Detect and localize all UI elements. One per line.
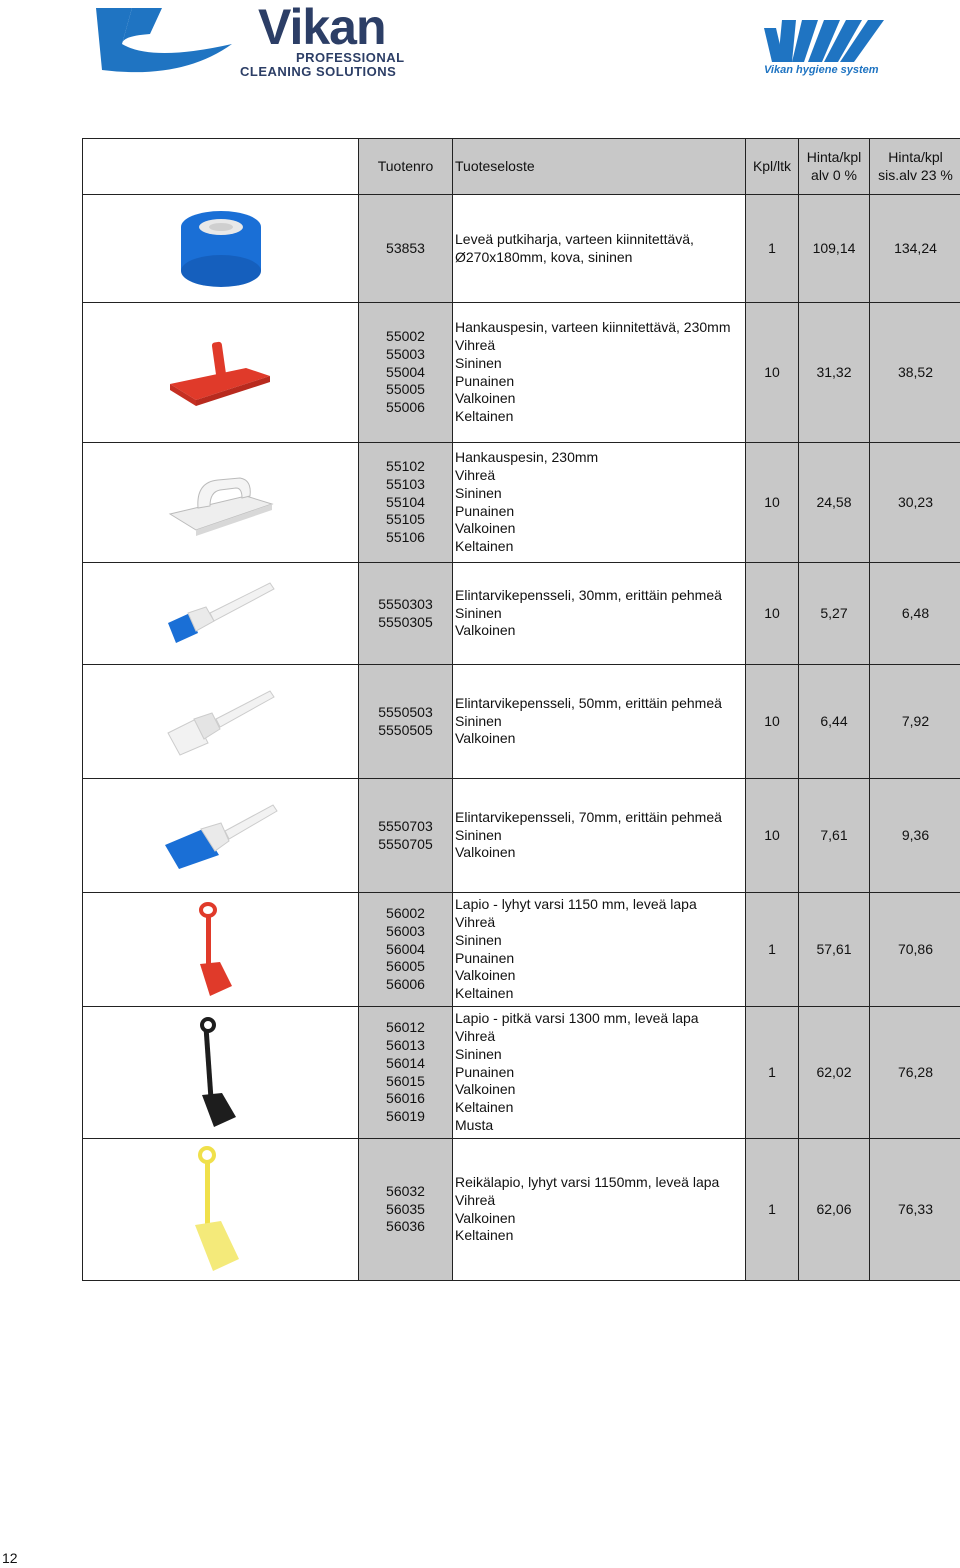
product-description-cell [453, 893, 746, 1007]
product-description: Elintarvikepensseli, 30mm, erittäin pehmeä [455, 586, 722, 603]
product-description: Leveä putkiharja, varteen kiinnitettävä, [455, 230, 694, 247]
product-color-option: Sininen [455, 604, 502, 621]
product-description-cell [453, 443, 746, 563]
product-description-cell [453, 779, 746, 893]
pack-quantity: 10 [746, 665, 799, 779]
product-color-option: Valkoinen [455, 844, 516, 861]
product-image-cell [83, 1139, 359, 1281]
product-color-option: Sininen [455, 931, 502, 948]
product-color-option: Keltainen [455, 1227, 514, 1244]
product-color-option: Sininen [455, 712, 502, 729]
price-inc-vat: 134,24 [870, 195, 960, 303]
price-inc-vat: 76,33 [870, 1139, 960, 1281]
table-row [83, 779, 960, 893]
product-number: 56013 [386, 1036, 425, 1053]
table-header-row [83, 139, 960, 195]
product-description-cell [453, 303, 746, 443]
price-ex-vat: 57,61 [799, 893, 870, 1007]
price-inc-vat: 6,48 [870, 563, 960, 665]
product-description-cell [453, 1007, 746, 1139]
price-inc-vat: 70,86 [870, 893, 960, 1007]
table-row [83, 893, 960, 1007]
product-number: 55004 [386, 363, 425, 380]
product-color-option: Vihreä [455, 466, 496, 483]
price-ex-vat: 24,58 [799, 443, 870, 563]
product-description-cell [453, 665, 746, 779]
page-number: 12 [2, 1550, 18, 1566]
product-number: 56004 [386, 940, 425, 957]
product-description: Elintarvikepensseli, 50mm, erittäin pehmeä [455, 694, 722, 711]
product-color-option: Valkoinen [455, 622, 516, 639]
product-number: 5550503 [378, 703, 433, 720]
product-color-option: Keltainen [455, 985, 514, 1002]
product-description: Hankauspesin, 230mm [455, 449, 599, 466]
pack-quantity: 1 [746, 1139, 799, 1281]
product-description-cell [453, 195, 746, 303]
header-product-no: Tuotenro [359, 139, 453, 195]
product-color-option: Vihreä [455, 1191, 496, 1208]
price-ex-vat: 7,61 [799, 779, 870, 893]
product-number: 55106 [386, 529, 425, 546]
product-color-option: Valkoinen [455, 730, 516, 747]
table-row [83, 1007, 960, 1139]
product-description: Lapio - lyhyt varsi 1150 mm, leveä lapa [455, 896, 697, 913]
product-image-cell [83, 893, 359, 1007]
price-ex-vat: 109,14 [799, 195, 870, 303]
product-number: 55102 [386, 458, 425, 474]
brand-name: Vikan [258, 0, 386, 55]
price-inc-vat: 9,36 [870, 779, 960, 893]
table-row [83, 195, 960, 303]
product-number-cell [359, 1007, 453, 1139]
product-number: 56002 [386, 905, 425, 921]
product-number-cell [359, 665, 453, 779]
table-row [83, 1139, 960, 1281]
pack-quantity: 1 [746, 893, 799, 1007]
pack-quantity: 10 [746, 303, 799, 443]
product-number: 55006 [386, 399, 425, 416]
product-number: 55104 [386, 493, 425, 510]
product-number-cell [359, 195, 453, 303]
price-ex-vat: 5,27 [799, 563, 870, 665]
product-color-option: Sininen [455, 1045, 502, 1062]
product-color-option: Punainen [455, 372, 515, 389]
product-number: 55103 [386, 475, 425, 492]
product-number: 56032 [386, 1182, 425, 1199]
product-color-option: Valkoinen [455, 520, 516, 537]
header-price-ex-vat: Hinta/kpl alv 0 % [799, 139, 870, 195]
scrub-pad-holder-with-socket-icon [83, 338, 358, 408]
price-inc-vat: 38,52 [870, 303, 960, 443]
product-number: 56015 [386, 1072, 425, 1089]
product-image-cell [83, 195, 359, 303]
pack-quantity: 10 [746, 563, 799, 665]
product-color-option: Vihreä [455, 336, 496, 353]
round-pipe-brush-icon [83, 207, 358, 291]
product-color-option: Sininen [455, 354, 502, 371]
product-description-cell [453, 563, 746, 665]
table-row [83, 303, 960, 443]
product-color-option: Valkoinen [455, 1081, 516, 1098]
product-color-option: Musta [455, 1116, 494, 1133]
brand-tagline-line2: CLEANING SOLUTIONS [240, 64, 397, 79]
product-image-cell [83, 303, 359, 443]
hygiene-system-stripes-icon [762, 18, 894, 64]
product-color-option: Sininen [455, 484, 502, 501]
product-color-option: Vihreä [455, 913, 496, 930]
product-number-cell [359, 563, 453, 665]
pack-quantity: 10 [746, 443, 799, 563]
product-color-option: Vihreä [455, 1028, 496, 1044]
product-color-option: Keltainen [455, 1099, 514, 1116]
header-image-cell [83, 139, 359, 195]
product-number: 56016 [386, 1090, 425, 1107]
product-number: 5550705 [378, 835, 433, 852]
long-shovel-icon [83, 1017, 358, 1129]
product-color-option: Valkoinen [455, 967, 516, 984]
product-number-cell [359, 443, 453, 563]
pastry-brush-50mm-icon [83, 687, 358, 757]
product-number: 53853 [386, 239, 425, 256]
product-number: 56019 [386, 1108, 425, 1125]
product-description: Elintarvikepensseli, 70mm, erittäin pehmeä [455, 808, 722, 825]
product-number-cell [359, 303, 453, 443]
product-image-cell [83, 779, 359, 893]
header-qty: Kpl/ltk [746, 139, 799, 195]
price-ex-vat: 31,32 [799, 303, 870, 443]
header-price-inc-vat: Hinta/kpl sis.alv 23 % [870, 139, 960, 195]
product-image-cell [83, 443, 359, 563]
product-number: 56035 [386, 1200, 425, 1217]
price-ex-vat: 62,02 [799, 1007, 870, 1139]
product-number: 56005 [386, 958, 425, 975]
price-inc-vat: 76,28 [870, 1007, 960, 1139]
price-inc-vat: 30,23 [870, 443, 960, 563]
product-color-option: Punainen [455, 1063, 515, 1080]
product-number: 56006 [386, 976, 425, 993]
header-description: Tuoteseloste [453, 139, 746, 195]
product-color-option: Punainen [455, 502, 515, 519]
product-number: 5550505 [378, 721, 433, 738]
product-image-cell [83, 1007, 359, 1139]
product-number: 5550303 [378, 595, 433, 612]
pastry-brush-30mm-icon [83, 579, 358, 649]
product-description: Reikälapio, lyhyt varsi 1150mm, leveä lapa [455, 1173, 720, 1190]
table-row [83, 665, 960, 779]
perforated-shovel-icon [83, 1145, 358, 1275]
scrub-pad-holder-with-handle-icon [83, 468, 358, 538]
product-color-option: Keltainen [455, 408, 514, 425]
table-row [83, 443, 960, 563]
vikan-hygiene-system-logo [762, 18, 894, 80]
product-color-option: Punainen [455, 949, 515, 966]
pack-quantity: 1 [746, 1007, 799, 1139]
product-color-option: Ø270x180mm, kova, sininen [455, 248, 633, 265]
product-description-cell [453, 1139, 746, 1281]
product-number-cell [359, 779, 453, 893]
product-number: 55105 [386, 511, 425, 528]
product-description: Lapio - pitkä varsi 1300 mm, leveä lapa [455, 1010, 699, 1027]
table-row [83, 563, 960, 665]
system-logo-label: Vikan hygiene system [764, 64, 879, 76]
pastry-brush-70mm-icon [83, 801, 358, 871]
product-number: 55003 [386, 345, 425, 362]
product-color-option: Valkoinen [455, 390, 516, 407]
price-ex-vat: 6,44 [799, 665, 870, 779]
brand-tagline-line1: PROFESSIONAL [296, 50, 405, 65]
product-number: 5550703 [378, 817, 433, 834]
product-number: 55002 [386, 328, 425, 344]
product-number-cell [359, 893, 453, 1007]
product-description: Hankauspesin, varteen kiinnitettävä, 230mm [455, 319, 731, 336]
vikan-logo [92, 0, 432, 80]
product-number: 56003 [386, 922, 425, 939]
product-number: 56036 [386, 1218, 425, 1235]
pack-quantity: 10 [746, 779, 799, 893]
pack-quantity: 1 [746, 195, 799, 303]
price-inc-vat: 7,92 [870, 665, 960, 779]
product-image-cell [83, 665, 359, 779]
product-number: 5550305 [378, 613, 433, 630]
product-number: 56012 [386, 1019, 425, 1036]
product-color-option: Valkoinen [455, 1209, 516, 1226]
product-image-cell [83, 563, 359, 665]
product-color-option: Keltainen [455, 538, 514, 555]
product-number: 56014 [386, 1054, 425, 1071]
product-number: 55005 [386, 381, 425, 398]
short-shovel-icon [83, 902, 358, 998]
product-color-option: Sininen [455, 826, 502, 843]
product-price-table [82, 138, 960, 1281]
product-number-cell [359, 1139, 453, 1281]
price-ex-vat: 62,06 [799, 1139, 870, 1281]
